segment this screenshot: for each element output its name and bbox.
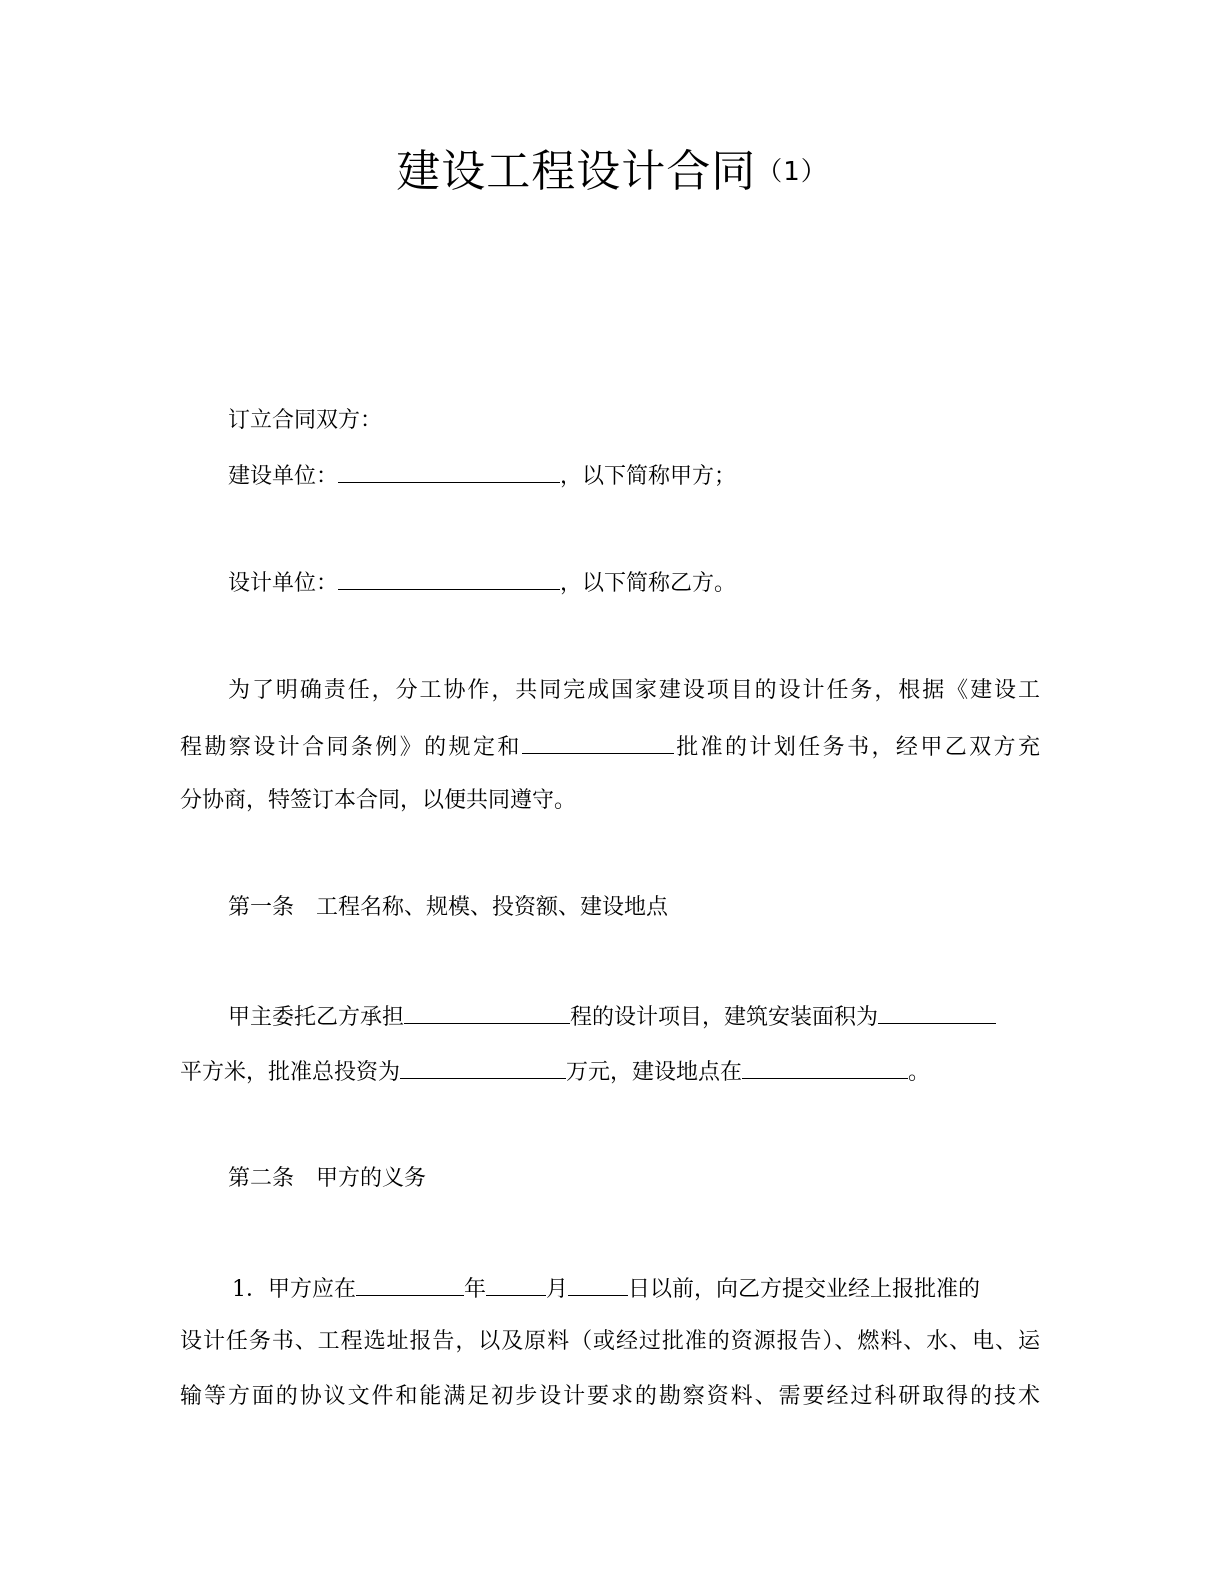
party-a-label: 建设单位：: [228, 464, 339, 489]
title-text: 建设工程设计合同: [396, 146, 757, 197]
building-area-field[interactable]: [878, 1001, 996, 1024]
title-suffix: （1）: [756, 157, 828, 187]
preamble-line-1: 为了明确责任，分工协作，共同完成国家建设项目的设计任务，根据《建设工: [228, 678, 1040, 703]
parties-heading: 订立合同双方：: [228, 408, 383, 433]
article-1-line-2-end: 。: [908, 1060, 931, 1085]
article-2-item-1-line-2: 设计任务书、工程选址报告，以及原料（或经过批准的资源报告）、燃料、水、电、运: [180, 1329, 1040, 1354]
article-2-item-1-line-3: 输等方面的协议文件和能满足初步设计要求的勘察资料、需要经过科研取得的技术: [180, 1384, 1040, 1409]
preamble-line-3: 分协商，特签订本合同，以便共同遵守。: [180, 788, 577, 813]
article-1-line-2-pre: 平方米，批准总投资为: [180, 1060, 401, 1085]
item-1-post: 日以前，向乙方提交业经上报批准的: [628, 1277, 981, 1302]
article-1-line-2: [180, 1056, 1040, 1088]
party-b-field[interactable]: [338, 567, 560, 590]
document-title: [0, 142, 1224, 202]
article-1-line-1: [228, 1001, 1040, 1033]
article-1-line-1-pre: 甲主委托乙方承担: [228, 1005, 405, 1030]
article-2-item-1-line-1: [232, 1273, 1040, 1305]
article-1-line-2-mid: 万元，建设地点在: [566, 1060, 743, 1085]
year-field[interactable]: [356, 1273, 464, 1296]
party-b-line: [228, 567, 1040, 599]
day-field[interactable]: [568, 1273, 628, 1296]
month-field[interactable]: [486, 1273, 546, 1296]
article-1-heading: 第一条 工程名称、规模、投资额、建设地点: [228, 895, 669, 920]
construction-site-field[interactable]: [742, 1056, 908, 1079]
party-b-suffix: ，以下简称乙方。: [560, 571, 737, 596]
party-a-field[interactable]: [338, 460, 560, 483]
party-a-suffix: ，以下简称甲方；: [560, 464, 737, 489]
item-1-pre: 甲方应在: [268, 1277, 357, 1302]
preamble-line-2-post: 批准的计划任务书，经甲乙双方充: [673, 735, 1040, 760]
preamble-line-2: [180, 731, 1040, 763]
article-1-line-1-mid: 程的设计项目，建筑安装面积为: [570, 1005, 879, 1030]
project-name-field[interactable]: [404, 1001, 570, 1024]
year-label: 年: [464, 1277, 487, 1302]
total-investment-field[interactable]: [400, 1056, 566, 1079]
item-number: 1．: [232, 1277, 268, 1302]
month-label: 月: [546, 1277, 569, 1302]
party-a-line: [228, 460, 1040, 492]
party-b-label: 设计单位：: [228, 571, 339, 596]
approving-authority-field[interactable]: [522, 731, 674, 754]
preamble-line-2-pre: 程勘察设计合同条例》的规定和: [180, 735, 522, 760]
article-2-heading: 第二条 甲方的义务: [228, 1166, 427, 1191]
